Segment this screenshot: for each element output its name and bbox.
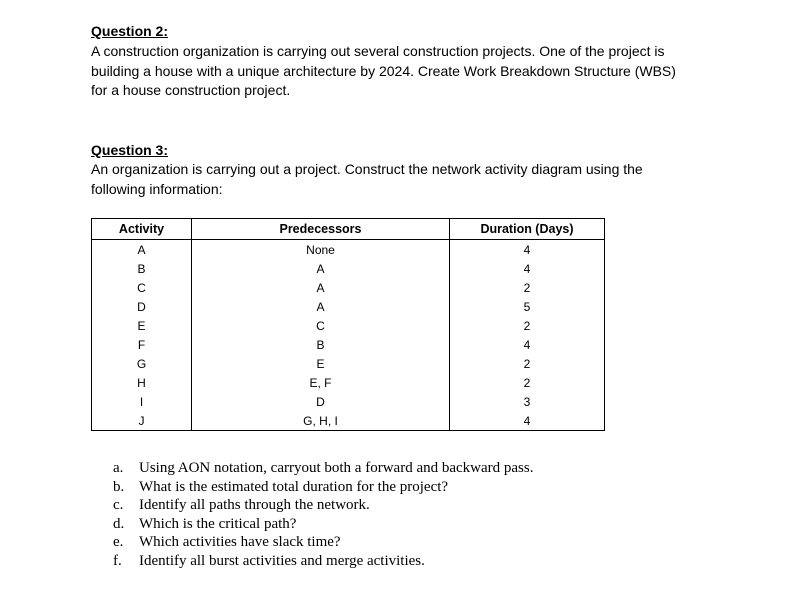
list-item <box>113 459 533 478</box>
cell-predecessors: None <box>192 240 450 260</box>
cell-activity: H <box>92 373 192 392</box>
cell-predecessors: D <box>192 392 450 411</box>
cell-activity: G <box>92 354 192 373</box>
cell-duration: 3 <box>450 392 605 411</box>
list-text: Using AON notation, carryout both a forward and backward pass. <box>139 460 534 476</box>
table-row <box>92 316 605 335</box>
list-item <box>113 533 533 552</box>
cell-duration: 2 <box>450 278 605 297</box>
table-row <box>92 278 605 297</box>
cell-predecessors: C <box>192 316 450 335</box>
table-header-row <box>92 219 605 240</box>
list-marker: b. <box>113 478 125 495</box>
list-item <box>113 515 533 534</box>
cell-duration: 2 <box>450 373 605 392</box>
header-duration: Duration (Days) <box>450 219 605 240</box>
question-2-line: A construction organization is carrying out several construction projects. One of the project is <box>91 43 665 59</box>
cell-activity: I <box>92 392 192 411</box>
cell-duration: 5 <box>450 297 605 316</box>
table-row <box>92 240 605 260</box>
list-marker: f. <box>113 552 122 569</box>
question-3-text <box>91 160 731 199</box>
cell-predecessors: G, H, I <box>192 411 450 431</box>
list-text: What is the estimated total duration for the project? <box>139 478 449 495</box>
list-marker: c. <box>113 497 124 514</box>
cell-duration: 4 <box>450 240 605 260</box>
table-row <box>92 373 605 392</box>
cell-duration: 4 <box>450 411 605 431</box>
cell-predecessors: A <box>192 278 450 297</box>
list-marker: d. <box>113 515 125 532</box>
cell-activity: D <box>92 297 192 316</box>
list-item <box>113 478 533 497</box>
header-predecessors: Predecessors <box>192 219 450 240</box>
question-3-line: An organization is carrying out a project. Construct the network activity diagram using the <box>91 161 643 177</box>
table-body <box>92 240 605 431</box>
table-row <box>92 392 605 411</box>
table-row <box>92 259 605 278</box>
table-row <box>92 411 605 431</box>
header-activity: Activity <box>92 219 192 240</box>
cell-activity: F <box>92 335 192 354</box>
question-2-text <box>91 42 731 101</box>
cell-activity: B <box>92 259 192 278</box>
table-row <box>92 354 605 373</box>
cell-activity: E <box>92 316 192 335</box>
cell-predecessors: A <box>192 259 450 278</box>
question-3-line: following information: <box>91 180 223 197</box>
cell-predecessors: E <box>192 354 450 373</box>
cell-duration: 4 <box>450 335 605 354</box>
cell-predecessors: E, F <box>192 373 450 392</box>
list-text: Identify all burst activities and merge activities. <box>139 552 425 569</box>
cell-predecessors: B <box>192 335 450 354</box>
cell-activity: J <box>92 411 192 431</box>
question-2-line: building a house with a unique architecture by 2024. Create Work Breakdown Structure (WBS) <box>91 62 676 79</box>
list-text: Which activities have slack time? <box>139 534 341 551</box>
table-row <box>92 297 605 316</box>
table-row <box>92 335 605 354</box>
question-2-line: for a house construction project. <box>91 82 291 99</box>
cell-duration: 2 <box>450 354 605 373</box>
cell-activity: C <box>92 278 192 297</box>
list-marker: e. <box>113 534 124 551</box>
cell-activity: A <box>92 240 192 260</box>
list-text: Which is the critical path? <box>139 515 297 532</box>
list-item <box>113 552 533 571</box>
cell-duration: 4 <box>450 259 605 278</box>
question-3-title: Question 3: <box>91 142 169 158</box>
cell-duration: 2 <box>450 316 605 335</box>
activity-table <box>91 218 605 431</box>
task-list <box>113 459 533 571</box>
list-marker: a. <box>113 460 124 476</box>
list-text: Identify all paths through the network. <box>139 497 370 514</box>
cell-predecessors: A <box>192 297 450 316</box>
list-item <box>113 496 533 515</box>
question-2-title: Question 2: <box>91 23 169 39</box>
